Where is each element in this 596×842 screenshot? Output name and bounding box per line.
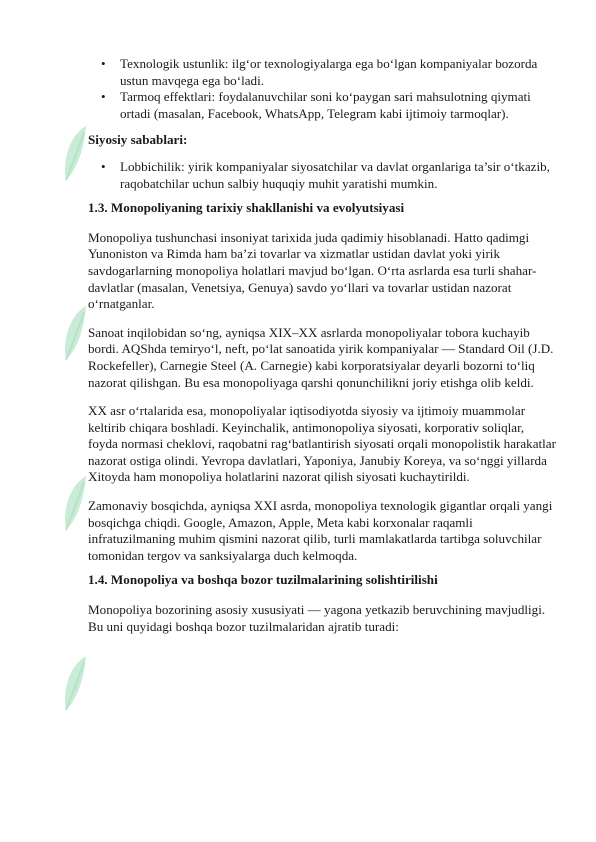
list-item: • Texnologik ustunlik: ilg‘or texnologiyalarga ega bo‘lgan kompaniyalar bozorda ustun mavqega ega bo‘ladi. [88,56,556,89]
list-item: • Tarmoq effektlari: foydalanuvchilar soni ko‘paygan sari mahsulotning qiymati ortadi (masalan, Facebook, WhatsApp, Telegram kabi ijtimoiy tarmoqlar). [88,89,556,122]
paragraph: Monopoliya tushunchasi insoniyat tarixida juda qadimiy hisoblanadi. Hatto qadimgi Yunoniston va Rimda ham ba’zi tovarlar va xizmatlar ustidan davlat yoki yirik savdogarlarning monopoliya holatlari mavjud bo‘lgan. O‘rta asrlarda esa turli shahar-davlatlar (masalan, Venetsiya, Genuya) savdo yo‘llari va tovarlar ustidan nazorat o‘rnatganlar. [88,229,537,312]
paragraph: Zamonaviy bosqichda, ayniqsa XXI asrda, monopoliya texnologik gigantlar orqali yangi bosqichga chiqdi. Google, Amazon, Apple, Meta kabi korxonalar raqamli infratuzilmaning muhim qismini nazorat qilib, turli mamlakatlarda tartibga soluvchilar tomonidan tergov va sanksiyalarga duch kelmoqda. [88,498,553,563]
watermark-leaf-icon [60,120,90,190]
paragraph: XX asr o‘rtalarida esa, monopoliyalar iqtisodiyotda siyosiy va ijtimoiy muammolar keltirib chiqara boshladi. Keyinchalik, antimonopoliya siyosati, korporativ soliqlar, foyda normasi cheklovi, raqobatni rag‘batlantirish siyosati orqali monopolistik harakatlar nazorat ostiga olindi. Yevropa davlatlari, Yaponiya, Janubiy Koreya, va so‘nggi yillarda Xitoyda ham monopoliya holatlarini nazorat qilish siyosati kuchaytirildi. [88,403,556,485]
political-reasons-label: Siyosiy sabablari: [88,132,188,148]
bullet-list-political [88,159,556,192]
watermark-leaf-icon [60,650,90,720]
list-item: • Lobbichilik: yirik kompaniyalar siyosatchilar va davlat organlariga ta’sir o‘tkazib, raqobatchilar uchun salbiy huquqiy muhit yaratishi mumkin. [88,159,556,192]
section-heading-1-3: 1.3. Monopoliyaning tarixiy shakllanishi va evolyutsiyasi [88,200,405,216]
bullet-list-top [88,56,556,122]
watermark-leaf-icon [60,300,90,370]
paragraph: Monopoliya bozorining asosiy xususiyati — yagona yetkazib beruvchining mavjudligi. Bu uni quyidagi boshqa bozor tuzilmalaridan ajratib turadi: [88,602,546,634]
section-heading-1-4: 1.4. Monopoliya va boshqa bozor tuzilmalarining solishtirilishi [88,572,438,588]
paragraph: Sanoat inqilobidan so‘ng, ayniqsa XIX–XX asrlarda monopoliyalar tobora kuchayib bordi. AQShda temiryo‘l, neft, po‘lat sanoatida yirik kompaniyalar — Standard Oil (J.D. Rockefeller), Carnegie Steel (A. Carnegie) kabi korporatsiyalar deyarli bozorni to‘liq nazorat qilishgan. Bu esa monopoliyaga qarshi qonunchilikni joriy etishga olib keldi. [88,324,554,390]
document-body [88,56,556,635]
watermark-leaf-icon [60,470,90,540]
